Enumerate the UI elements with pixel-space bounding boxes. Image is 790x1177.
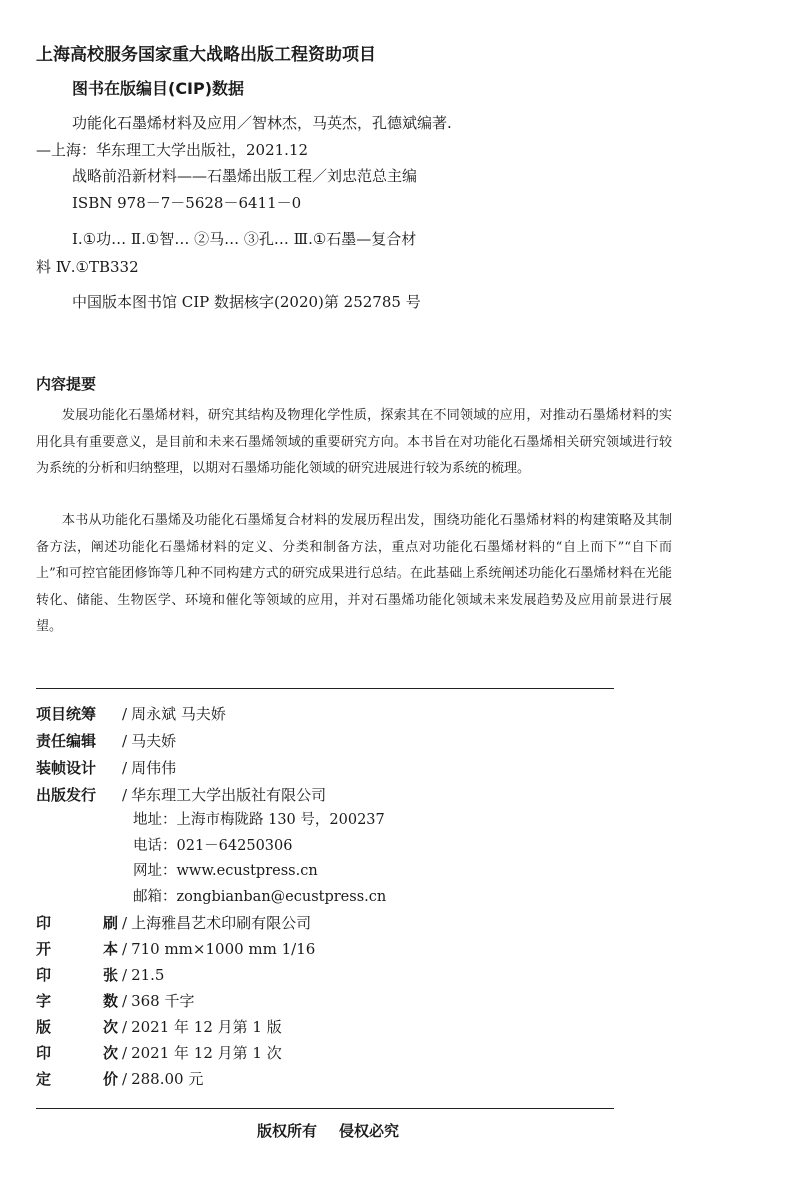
cip-line-record-number: 中国版本图书馆 CIP 数据核字(2020)第 252785 号 <box>72 293 421 311</box>
cip-line-publisher: —上海：华东理工大学出版社，2021.12 <box>36 141 309 159</box>
credit-row-format: 开本 / 710 mm×1000 mm 1/16 <box>36 937 315 961</box>
credit-label: 装帧设计 <box>36 759 97 777</box>
credit-row-design: 装帧设计 / 周伟伟 <box>36 756 176 780</box>
credit-value: 周伟伟 <box>131 759 177 777</box>
summary-paragraph: 发展功能化石墨烯材料，研究其结构及物理化学性质，探索其在不同领域的应用，对推动石墨烯材料的实用化具有重要意义，是目前和未来石墨烯领域的重要研究方向。本书旨在对功能化石墨烯相关研究领域进行较为系统的分析和归纳整理，以期对石墨烯功能化领域的研究进展进行较为系统的梳理。 <box>36 408 672 476</box>
credit-label: 开本 <box>36 940 118 958</box>
cip-line-classification-cont: 料 Ⅳ.①TB332 <box>36 258 139 276</box>
credit-value: 上海雅昌艺术印刷有限公司 <box>131 914 312 932</box>
credit-label: 印刷 <box>36 914 118 932</box>
credit-row-sheets: 印张 / 21.5 <box>36 963 164 987</box>
credit-value: 288.00 元 <box>131 1070 204 1088</box>
cip-line-isbn: ISBN 978－7－5628－6411－0 <box>72 194 302 212</box>
credit-label: 出版发行 <box>36 786 97 804</box>
credit-label: 定价 <box>36 1070 118 1088</box>
credit-label: 印张 <box>36 966 118 984</box>
copyright-notice <box>257 1120 421 1141</box>
infringement-notice: 侵权必究 <box>339 1122 400 1140</box>
credit-value: 21.5 <box>131 966 165 984</box>
credit-value: 2021 年 12 月第 1 次 <box>131 1044 282 1062</box>
credit-value: 周永斌 马夫娇 <box>131 705 226 723</box>
credit-label: 字数 <box>36 992 118 1010</box>
credit-row-edition: 版次 / 2021 年 12 月第 1 版 <box>36 1015 282 1039</box>
credit-value: 马夫娇 <box>131 732 177 750</box>
publisher-phone: 电话：021－64250306 <box>133 838 293 854</box>
credit-label: 责任编辑 <box>36 732 97 750</box>
credit-row-printer: 印刷 / 上海雅昌艺术印刷有限公司 <box>36 911 311 935</box>
credit-row-price: 定价 / 288.00 元 <box>36 1067 203 1091</box>
publisher-website: 网址：www.ecustpress.cn <box>133 863 318 879</box>
credit-row-editor: 责任编辑 / 马夫娇 <box>36 729 176 753</box>
summary-paragraph: 本书从功能化石墨烯及功能化石墨烯复合材料的发展历程出发，围绕功能化石墨烯材料的构建策略及其制备方法，阐述功能化石墨烯材料的定义、分类和制备方法，重点对功能化石墨烯材料的“自上而下”“自下而上”和可控官能团修饰等几种不同构建方式的研究成果进行总结。在此基础上系统阐述功能化石墨烯材料在光能转化、储能、生物医学、环境和催化等领域的应用，并对石墨烯功能化领域未来发展趋势及应用前景进行展望。 <box>36 513 672 634</box>
cip-title: 图书在版编目(CIP)数据 <box>72 79 245 98</box>
credit-value: 710 mm×1000 mm 1/16 <box>131 940 316 958</box>
divider-top <box>36 688 614 689</box>
credit-label: 版次 <box>36 1018 118 1036</box>
summary-title: 内容提要 <box>36 375 97 393</box>
credit-row-publisher: 出版发行 / 华东理工大学出版社有限公司 <box>36 783 326 807</box>
publisher-email: 邮箱：zongbianban@ecustpress.cn <box>133 889 387 905</box>
funding-header: 上海高校服务国家重大战略出版工程资助项目 <box>36 45 376 65</box>
cip-line-classification: Ⅰ.①功… Ⅱ.①智… ②马… ③孔… Ⅲ.①石墨—复合材 <box>72 230 417 248</box>
publisher-address: 地址：上海市梅陇路 130 号，200237 <box>133 812 385 828</box>
credit-row-printing: 印次 / 2021 年 12 月第 1 次 <box>36 1041 282 1065</box>
credit-label: 印次 <box>36 1044 118 1062</box>
credit-row-word-count: 字数 / 368 千字 <box>36 989 194 1013</box>
credit-value: 368 千字 <box>131 992 195 1010</box>
credit-label: 项目统筹 <box>36 705 97 723</box>
credit-value: 2021 年 12 月第 1 版 <box>131 1018 282 1036</box>
cip-line-title: 功能化石墨烯材料及应用／智林杰，马英杰，孔德斌编著. <box>72 114 452 132</box>
credit-row-project: 项目统筹 / 周永斌 马夫娇 <box>36 702 226 726</box>
credit-value: 华东理工大学出版社有限公司 <box>131 786 327 804</box>
divider-bottom <box>36 1108 614 1109</box>
rights-reserved: 版权所有 <box>257 1122 318 1140</box>
cip-line-series: 战略前沿新材料——石墨烯出版工程／刘忠范总主编 <box>72 167 418 185</box>
